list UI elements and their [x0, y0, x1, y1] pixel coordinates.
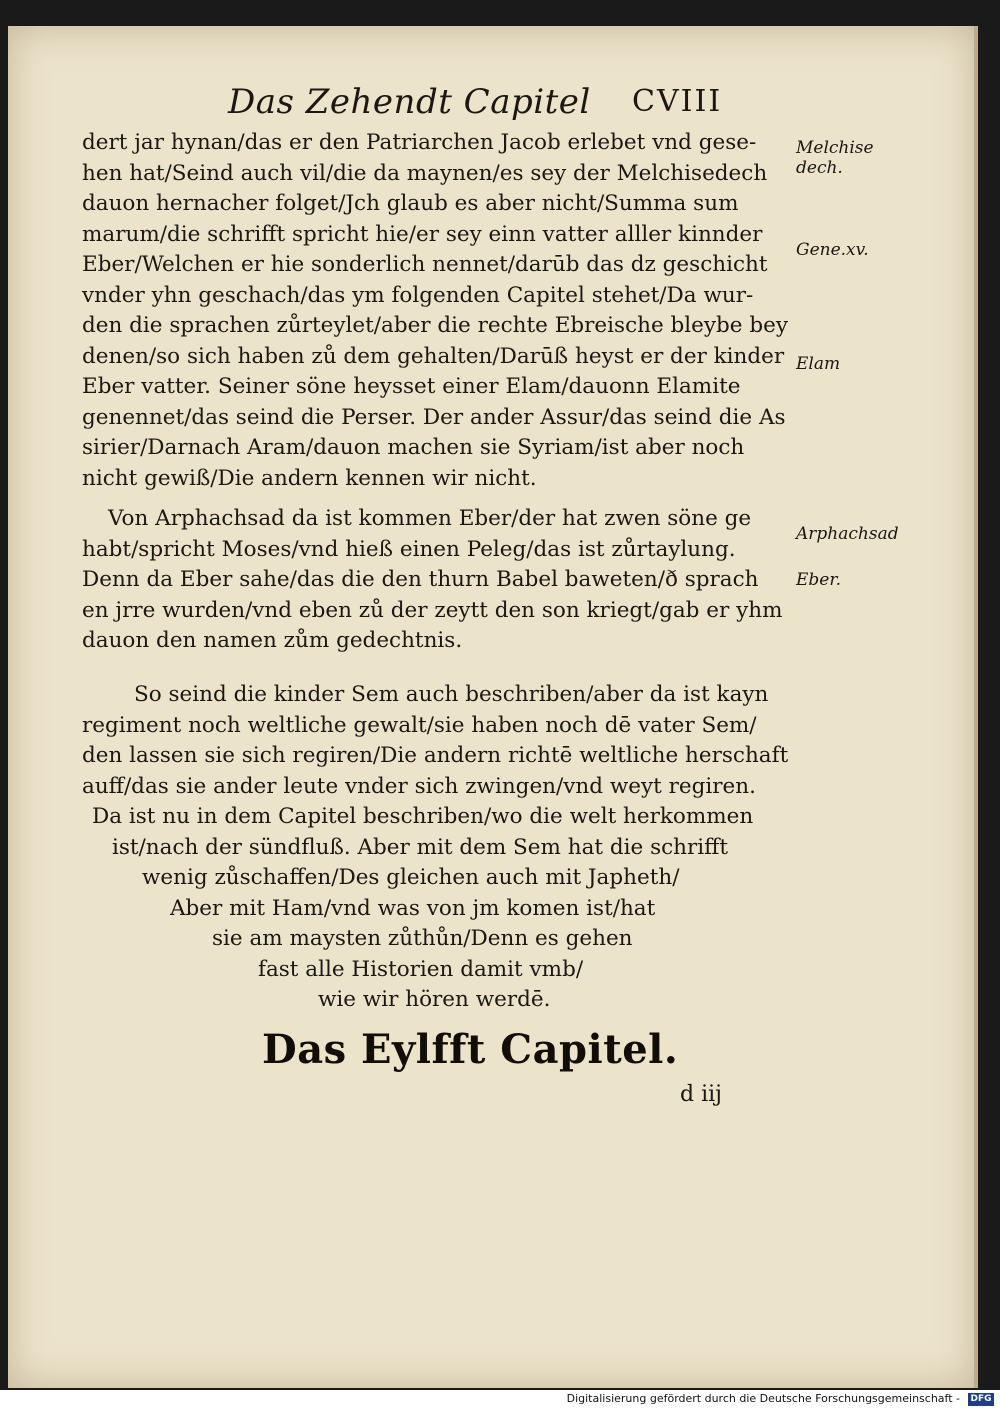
text-line: sie am maysten zůthůn/Denn es gehen [212, 926, 633, 951]
text-line: Denn da Eber sahe/das die den thurn Babel baweten/ð sprach [82, 567, 759, 592]
running-header [228, 82, 748, 126]
folio-number: CVIII [632, 84, 723, 119]
text-line: dauon hernacher folget/Jch glaub es aber nicht/Summa sum [82, 191, 739, 216]
text-line: hen hat/Seind auch vil/die da maynen/es sey der Melchisedech [82, 160, 768, 186]
footer-credit: Digitalisierung gefördert durch die Deutsche Forschungsgemeinschaft - [566, 1392, 960, 1405]
text-line: dauon den namen zům gedechtnis. [82, 628, 463, 653]
text-line: Eber vatter. Seiner söne heysset einer Elam/dauonn Elamite [82, 374, 741, 399]
text-line: ist/nach der sündfluß. Aber mit dem Sem hat die schrifft [112, 834, 729, 860]
text-line: So seind die kinder Sem auch beschriben/aber da ist kayn [134, 682, 769, 707]
text-line: Von Arphachsad da ist kommen Eber/der hat zwen söne ge [108, 506, 752, 531]
text-line: vnder yhn geschach/das ym folgenden Capitel stehet/Da wur- [82, 282, 754, 308]
text-line: fast alle Historien damit vmb/ [258, 956, 584, 982]
margin-note-melchisedech [796, 138, 874, 178]
text-line: den lassen sie sich regiren/Die andern richtē weltliche herschaft [82, 743, 789, 768]
text-line: genennet/das seind die Perser. Der ander Assur/das seind die As [82, 404, 786, 430]
margin-note-elam: Elam [796, 354, 841, 374]
text-line: wie wir hören werdē. [318, 987, 551, 1012]
margin-note-eber: Eber. [796, 570, 842, 590]
paragraph-3 [82, 680, 802, 1016]
text-line: den die sprachen zůrteylet/aber die rechte Ebreische bleybe bey [82, 313, 788, 338]
text-line: nicht gewiß/Die andern kennen wir nicht. [82, 465, 537, 491]
chapter-heading: Das Eylfft Capitel. [262, 1026, 679, 1073]
page-edge [974, 26, 978, 1388]
text-line: sirier/Darnach Aram/dauon machen sie Syriam/ist aber noch [82, 435, 745, 460]
text-line: regiment noch weltliche gewalt/sie haben noch dē vater Sem/ [82, 712, 757, 738]
text-line: dert jar hynan/das er den Patriarchen Jacob erlebet vnd gese- [82, 130, 757, 155]
text-line: wenig zůschaffen/Des gleichen auch mit Japheth/ [142, 865, 680, 890]
margin-note-arphachsad: Arphachsad [796, 524, 899, 544]
text-line: Aber mit Ham/vnd was von jm komen ist/hat [170, 895, 656, 921]
dfg-logo-icon: DFG [968, 1393, 994, 1406]
text-line: Eber/Welchen er hie sonderlich nennet/darūb das dz geschicht [82, 252, 768, 277]
text-line: auff/das sie ander leute vnder sich zwingen/vnd weyt regiren. [82, 773, 756, 799]
text-line: denen/so sich haben zů dem gehalten/Darūß heyst er der kinder [82, 343, 785, 369]
text-line: Da ist nu in dem Capitel beschriben/wo die welt herkommen [92, 804, 754, 829]
margin-note-line: dech. [796, 158, 843, 178]
digitization-footer [0, 1390, 1000, 1410]
running-title: Das Zehendt Capitel [228, 82, 591, 122]
text-line: habt/spricht Moses/vnd hieß einen Peleg/das ist zůrtaylung. [82, 536, 736, 562]
signature-mark: d iij [680, 1082, 722, 1107]
text-line: en jrre wurden/vnd eben zů der zeytt den son kriegt/gab er yhm [82, 597, 783, 623]
text-line: marum/die schrifft spricht hie/er sey einn vatter alller kinnder [82, 221, 763, 247]
margin-note-line: Melchise [796, 138, 874, 158]
paragraph-1 [82, 128, 792, 494]
margin-note-gene: Gene.xv. [796, 240, 869, 260]
paragraph-2 [82, 504, 792, 657]
